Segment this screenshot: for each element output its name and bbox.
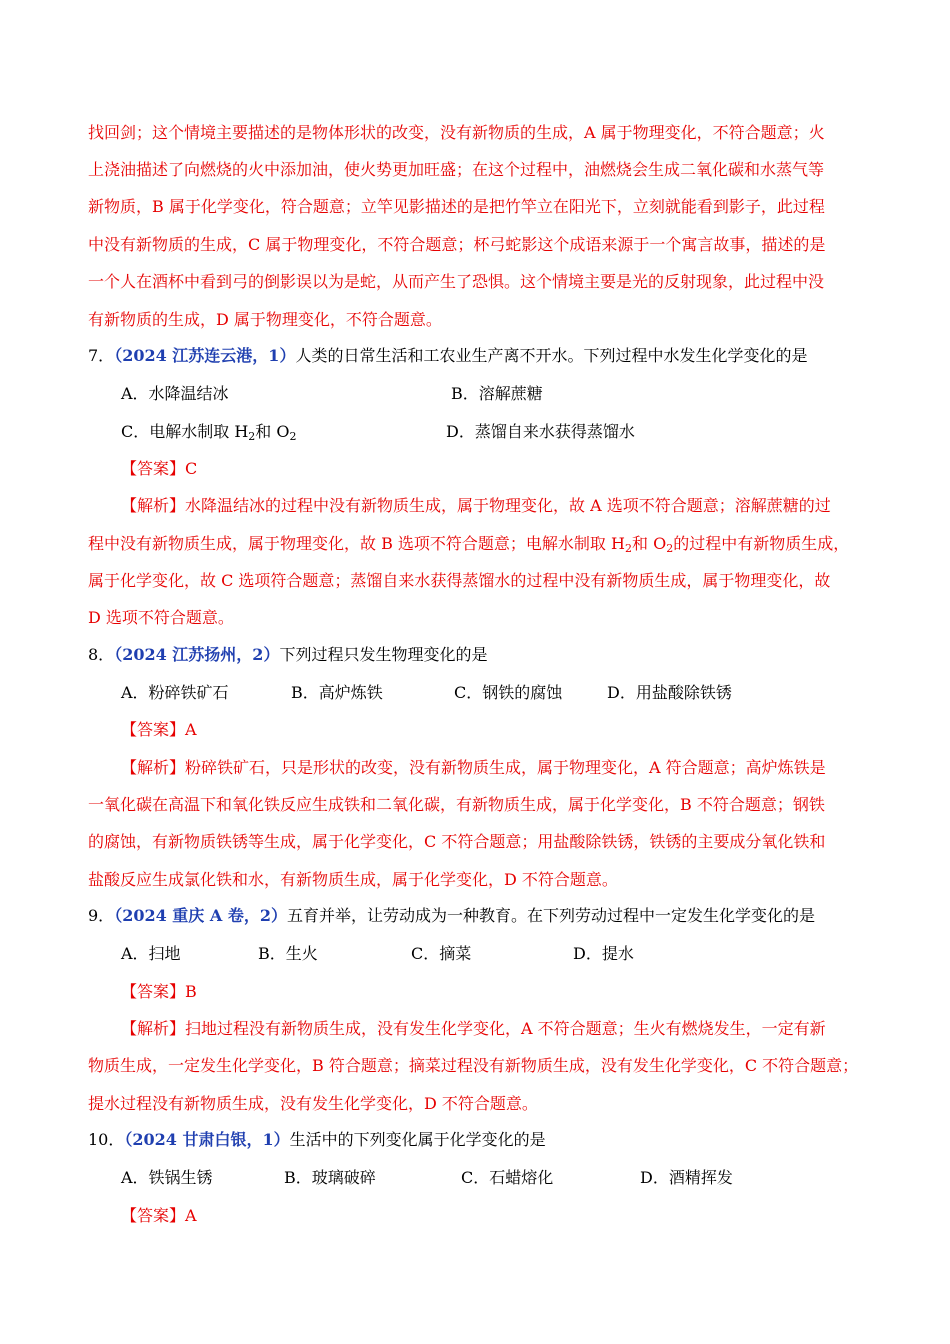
q7-analysis-line: 属于化学变化，故 C 选项符合题意；蒸馏自来水获得蒸馏水的过程中没有新物质生成，属于物理变化，故 xyxy=(88,571,831,590)
question-number: 8． xyxy=(88,645,115,664)
q7-option-d: D．蒸馏自来水获得蒸馏水 xyxy=(446,422,635,441)
question-source: （2024 甘肃白银，1） xyxy=(124,1130,290,1149)
q7-option-b: B．溶解蔗糖 xyxy=(451,384,543,403)
q9-answer: 【答案】B xyxy=(121,982,197,1001)
question-9-stem xyxy=(88,906,815,926)
question-source: （2024 江苏连云港，1） xyxy=(114,346,296,365)
question-8-stem xyxy=(88,645,487,665)
q10-option-b: B．玻璃破碎 xyxy=(284,1168,376,1187)
analysis-line: 新物质，B 属于化学变化，符合题意；立竿见影描述的是把竹竿立在阳光下，立刻就能看到影子，此过程 xyxy=(88,197,825,216)
q7-option-a: A．水降温结冰 xyxy=(121,384,229,403)
analysis-line: 找回剑；这个情境主要描述的是物体形状的改变，没有新物质的生成，A 属于物理变化，不符合题意；火 xyxy=(88,123,825,142)
q7-analysis-line: D 选项不符合题意。 xyxy=(88,608,234,627)
q7-analysis-line: 【解析】水降温结冰的过程中没有新物质生成，属于物理变化，故 A 选项不符合题意；溶解蔗糖的过 xyxy=(121,496,831,515)
q10-answer: 【答案】A xyxy=(121,1206,197,1225)
question-text: 五育并举，让劳动成为一种教育。在下列劳动过程中一定发生化学变化的是 xyxy=(287,906,816,925)
q8-option-d: D．用盐酸除铁锈 xyxy=(607,683,732,702)
q9-analysis-line: 提水过程没有新物质生成，没有发生化学变化，D 不符合题意。 xyxy=(88,1094,538,1113)
q9-option-a: A．扫地 xyxy=(121,944,181,963)
q7-analysis-line: 程中没有新物质生成，属于物理变化，故 B 选项不符合题意；电解水制取 $H_2$和 $O_2$的过程中有新物质生成， xyxy=(88,534,850,555)
question-number: 9． xyxy=(88,906,115,925)
question-text: 下列过程只发生物理变化的是 xyxy=(279,645,488,664)
q9-option-d: D．提水 xyxy=(573,944,634,963)
question-number: 10． xyxy=(88,1130,125,1149)
q10-option-c: C．石蜡熔化 xyxy=(461,1168,554,1187)
q9-option-b: B．生火 xyxy=(258,944,318,963)
q8-option-a: A．粉碎铁矿石 xyxy=(121,683,229,702)
question-source: （2024 江苏扬州，2） xyxy=(114,645,280,664)
q8-option-b: B．高炉炼铁 xyxy=(291,683,383,702)
q8-analysis-line: 一氧化碳在高温下和氧化铁反应生成铁和二氧化碳，有新物质生成，属于化学变化，B 不符合题意；钢铁 xyxy=(88,795,825,814)
analysis-line: 中没有新物质的生成，C 属于物理变化，不符合题意；杯弓蛇影这个成语来源于一个寓言故事，描述的是 xyxy=(88,235,826,254)
q9-analysis-line: 【解析】扫地过程没有新物质生成，没有发生化学变化，A 不符合题意；生火有燃烧发生，一定有新 xyxy=(121,1019,826,1038)
q8-answer: 【答案】A xyxy=(121,720,197,739)
question-text: 生活中的下列变化属于化学变化的是 xyxy=(289,1130,546,1149)
analysis-line: 有新物质的生成，D 属于物理变化，不符合题意。 xyxy=(88,310,442,329)
question-number: 7． xyxy=(88,346,115,365)
q8-analysis-line: 的腐蚀，有新物质铁锈等生成，属于化学变化，C 不符合题意；用盐酸除铁锈，铁锈的主要成分氧化铁和 xyxy=(88,832,826,851)
q8-analysis-line: 盐酸反应生成氯化铁和水，有新物质生成，属于化学变化，D 不符合题意。 xyxy=(88,870,618,889)
q8-option-c: C．钢铁的腐蚀 xyxy=(454,683,563,702)
q9-option-c: C．摘菜 xyxy=(411,944,472,963)
q7-option-c: C．电解水制取 $H_2$和 $O_2$ xyxy=(121,422,297,443)
q10-option-d: D．酒精挥发 xyxy=(640,1168,733,1187)
question-text: 人类的日常生活和工农业生产离不开水。下列过程中水发生化学变化的是 xyxy=(295,346,808,365)
analysis-line: 一个人在酒杯中看到弓的倒影误以为是蛇，从而产生了恐惧。这个情境主要是光的反射现象，此过程中没 xyxy=(88,272,825,291)
q10-option-a: A．铁锅生锈 xyxy=(121,1168,213,1187)
question-7-stem xyxy=(88,346,807,366)
q8-analysis-line: 【解析】粉碎铁矿石，只是形状的改变，没有新物质生成，属于物理变化，A 符合题意；高炉炼铁是 xyxy=(121,758,826,777)
q7-answer: 【答案】C xyxy=(121,459,198,478)
question-source: （2024 重庆 A 卷，2） xyxy=(114,906,288,925)
q9-analysis-line: 物质生成，一定发生化学变化，B 符合题意；摘菜过程没有新物质生成，没有发生化学变化，C 不符合题意； xyxy=(88,1056,859,1075)
question-10-stem xyxy=(88,1130,546,1150)
analysis-line: 上浇油描述了向燃烧的火中添加油，使火势更加旺盛；在这个过程中，油燃烧会生成二氧化碳和水蒸气等 xyxy=(88,160,825,179)
